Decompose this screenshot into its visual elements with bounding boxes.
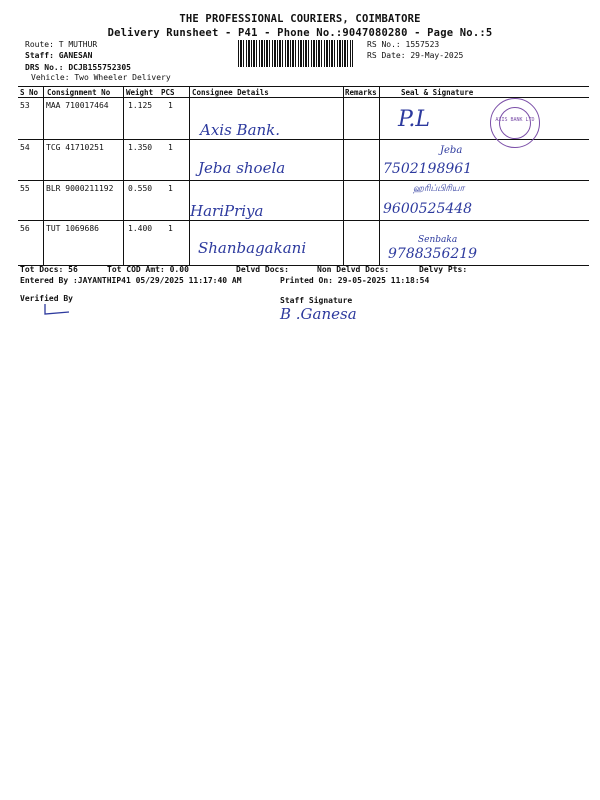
vehicle-label: Vehicle: Two Wheeler Delivery xyxy=(31,73,171,82)
printed-on: Printed On: 29-05-2025 11:18:54 xyxy=(280,276,430,285)
row-55-consignment: BLR 9000211192 xyxy=(46,184,114,193)
header-consignment: Consignment No xyxy=(47,88,111,97)
row-56-phone: 9788356219 xyxy=(388,246,478,262)
row-55-weight: 0.550 xyxy=(128,184,153,193)
row-54-phone: 7502198961 xyxy=(383,161,473,177)
delvy-pts: Delvy Pts: xyxy=(419,265,468,274)
row-55-sno: 55 xyxy=(20,184,30,193)
delvd-docs: Delvd Docs: xyxy=(236,265,289,274)
stamp-text: AXIS BANK LTD xyxy=(495,117,535,123)
entered-by: Entered By :JAYANTHIP41 05/29/2025 11:17:40 AM xyxy=(20,276,242,285)
row-53-consignment: MAA 710017464 xyxy=(46,101,109,110)
row-53-weight: 1.125 xyxy=(128,101,153,110)
header-pcs: PCS xyxy=(161,88,175,97)
row-56-signature: Senbaka xyxy=(418,235,458,245)
rs-date-label: RS Date: 29-May-2025 xyxy=(367,51,464,60)
row-53-sno: 53 xyxy=(20,101,30,110)
row-55-phone: 9600525448 xyxy=(383,201,473,217)
header-sno: S No xyxy=(20,88,39,97)
row-54-weight: 1.350 xyxy=(128,143,153,152)
row-54-sno: 54 xyxy=(20,143,30,152)
tot-cod-amt: Tot COD Amt: 0.00 xyxy=(107,265,189,274)
drs-label: DRS No.: DCJB155752305 xyxy=(25,63,131,72)
row-56-sno: 56 xyxy=(20,224,30,233)
header-remarks: Remarks xyxy=(345,88,377,97)
staff-signature-label: Staff Signature xyxy=(280,296,353,305)
row-54-signature: Jeba xyxy=(440,145,463,156)
bank-seal-stamp xyxy=(490,98,540,148)
header-consignee: Consignee Details xyxy=(192,88,269,97)
rs-no-label: RS No.: 1557523 xyxy=(367,40,440,49)
non-delvd-docs: Non Delvd Docs: xyxy=(317,265,390,274)
runsheet-subtitle: Delivery Runsheet - P41 - Phone No.:9047080280 - Page No.:5 xyxy=(107,27,493,39)
row-55-consignee: HariPriya xyxy=(190,202,264,220)
row-56-consignee: Shanbagakani xyxy=(198,239,307,257)
header-weight: Weight xyxy=(126,88,154,97)
row-56-consignment: TUT 1069686 xyxy=(46,224,99,233)
route-label: Route: T MUTHUR xyxy=(25,40,98,49)
runsheet-title: THE PROFESSIONAL COURIERS, COIMBATORE xyxy=(179,13,421,25)
row-55-signature: ஹரிப்பிரியா xyxy=(413,184,465,194)
row-54-consignment: TCG 41710251 xyxy=(46,143,104,152)
row-54-pcs: 1 xyxy=(168,143,173,152)
row-54-consignee: Jeba shoela xyxy=(198,159,286,177)
barcode-image xyxy=(238,40,353,67)
row-56-weight: 1.400 xyxy=(128,224,153,233)
row-53-pcs: 1 xyxy=(168,101,173,110)
row-55-pcs: 1 xyxy=(168,184,173,193)
row-56-pcs: 1 xyxy=(168,224,173,233)
row-53-consignee: Axis Bank. xyxy=(200,121,281,139)
verified-by-signature xyxy=(42,302,72,314)
verified-by-label: Verified By xyxy=(20,294,73,303)
staff-label: Staff: GANESAN xyxy=(25,51,93,60)
row-53-signature: P.L xyxy=(398,107,430,132)
header-seal-signature: Seal & Signature xyxy=(401,88,474,97)
tot-docs: Tot Docs: 56 xyxy=(20,265,78,274)
staff-signature-handwritten: B .Ganesa xyxy=(280,305,357,323)
